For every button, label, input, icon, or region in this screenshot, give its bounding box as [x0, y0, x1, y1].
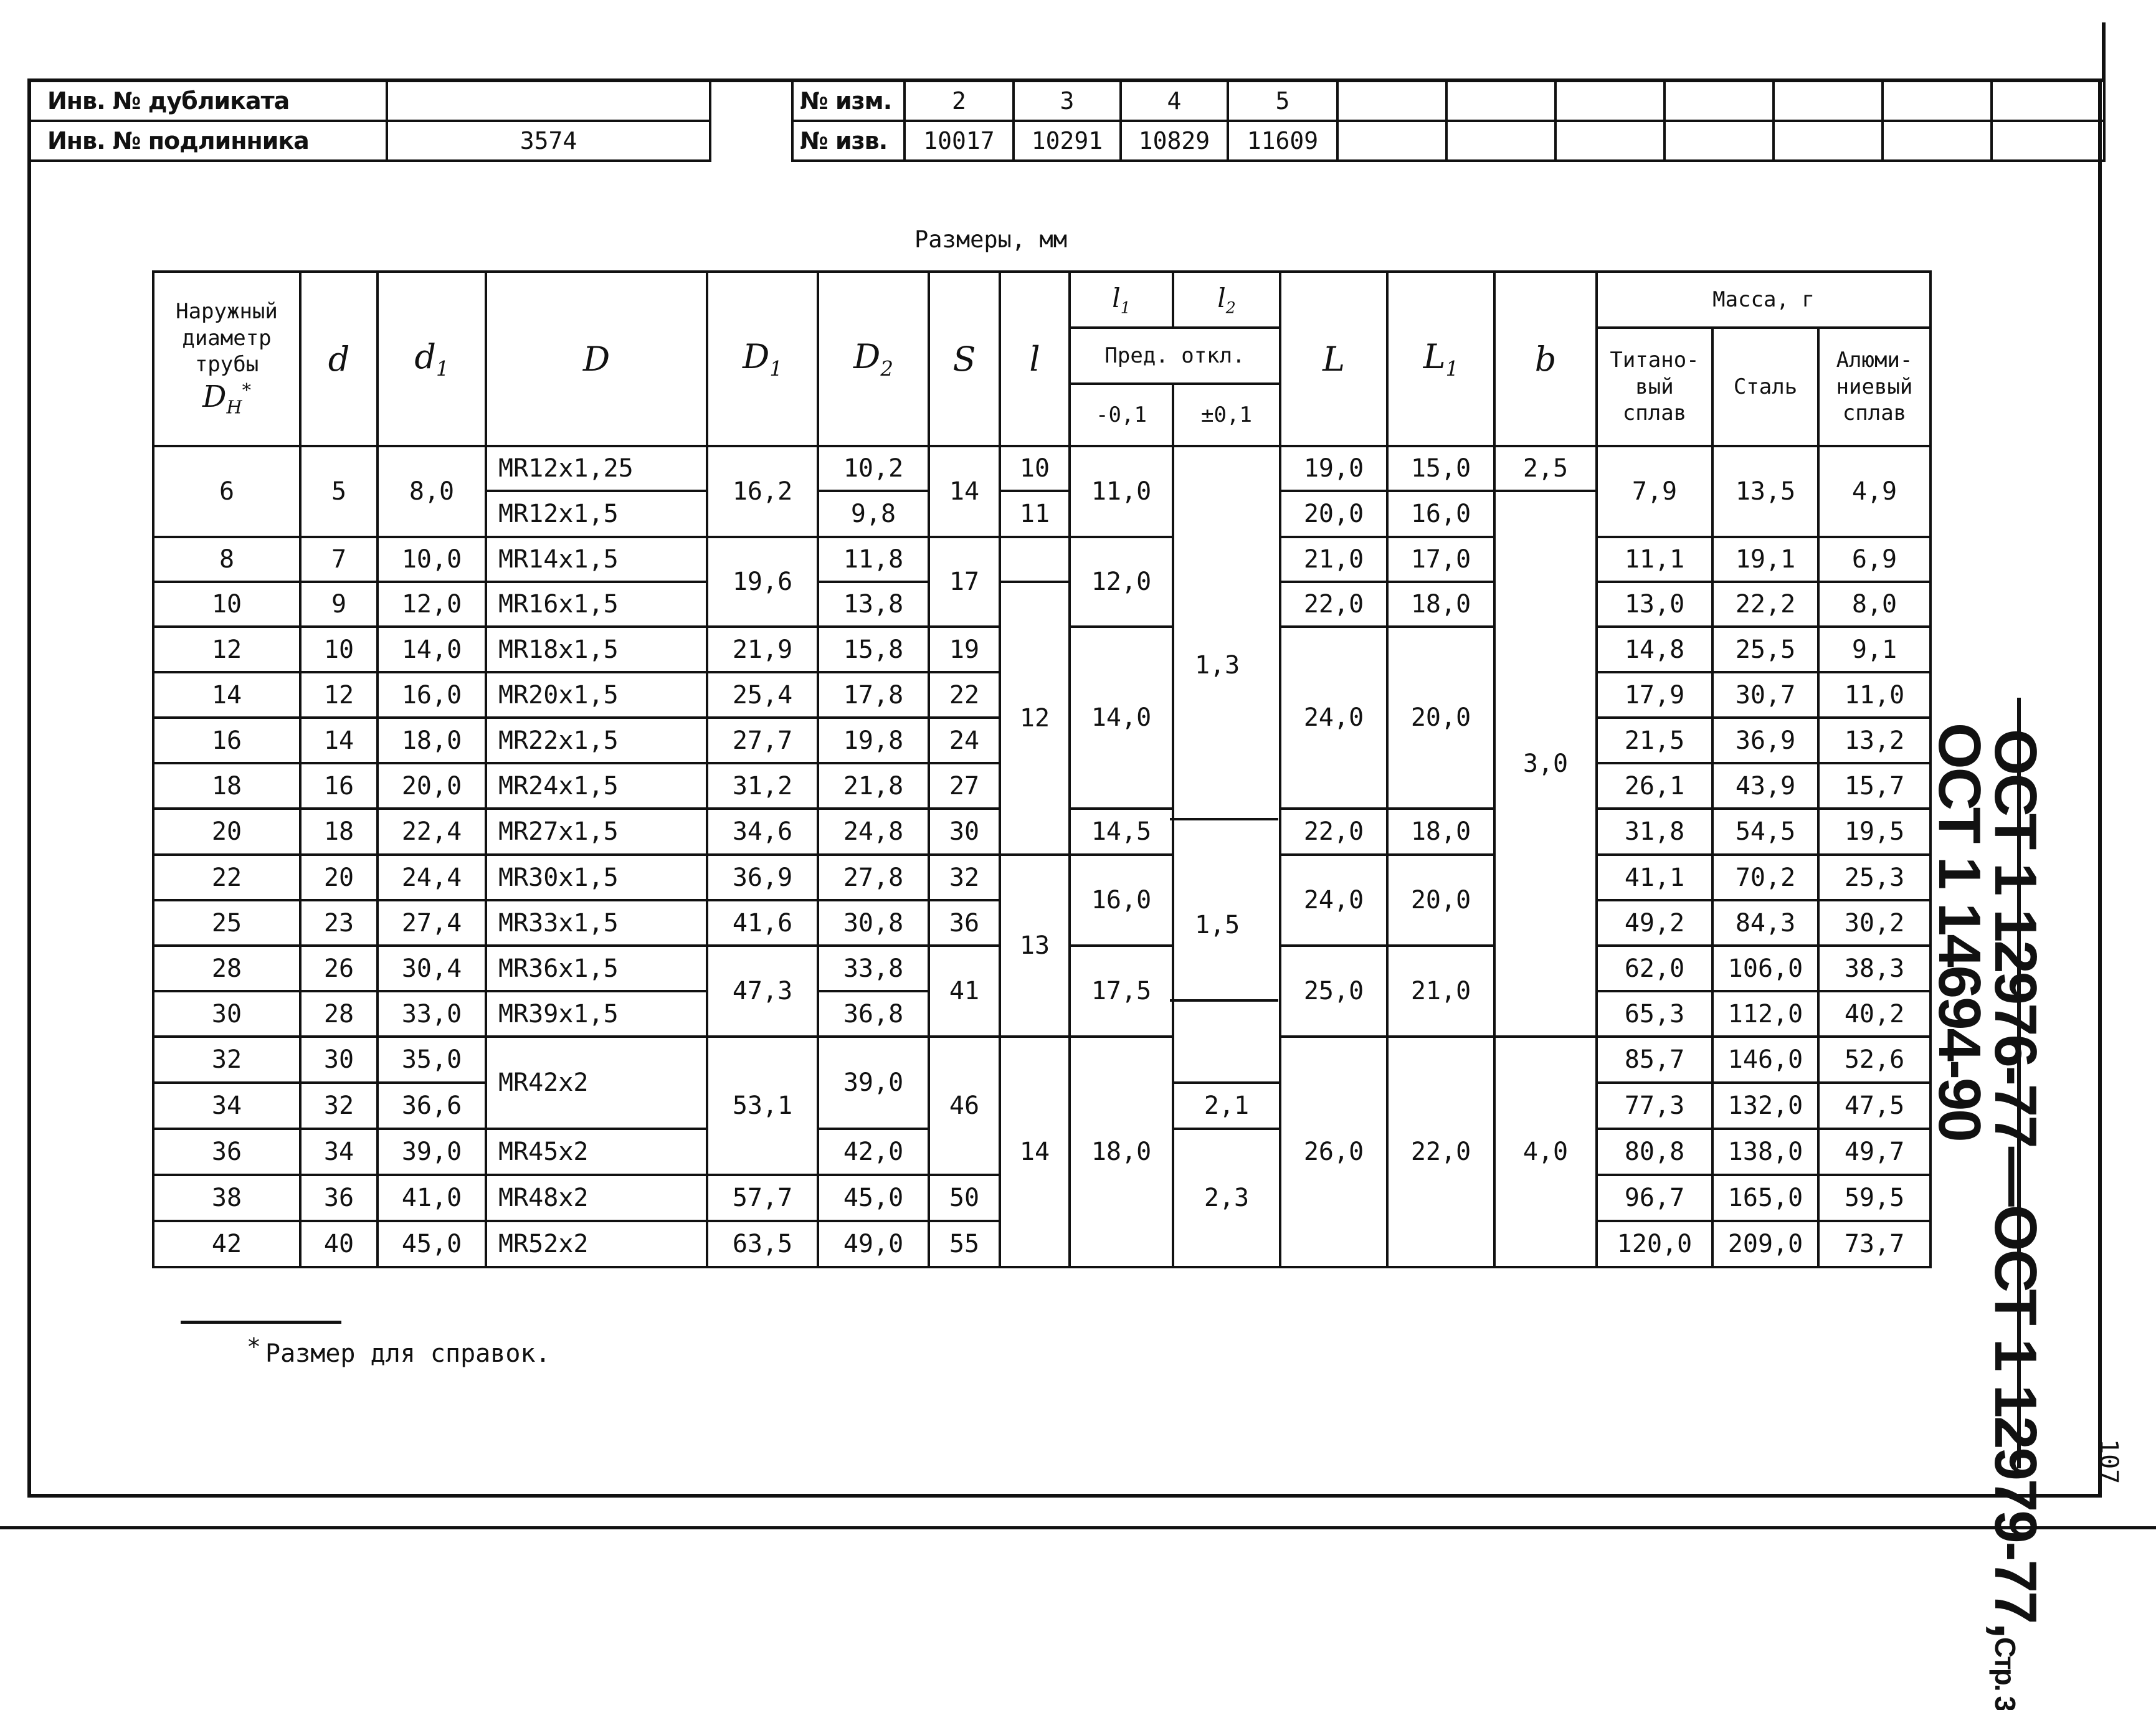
change-no-label: № изм.: [792, 81, 905, 121]
cell-d1: 45,0: [378, 1221, 486, 1267]
cell-S: 14: [929, 446, 1000, 537]
cell-L: 26,0: [1280, 1037, 1387, 1267]
cell-D2: 27,8: [818, 855, 929, 900]
cell-b: 2,5: [1494, 446, 1597, 491]
header-text: диаметр: [182, 325, 272, 351]
empty-cell: [1883, 81, 1992, 121]
cell-D2: 21,8: [818, 763, 929, 809]
cell-l1: 14,5: [1070, 809, 1173, 855]
cell-mass-st: 13,5: [1712, 446, 1818, 537]
cell-thread: MR39x1,5: [486, 991, 707, 1037]
symbol-sub: 1: [1120, 298, 1131, 317]
cell-mass-ti: 62,0: [1597, 946, 1712, 991]
change-no-cell: 3: [1014, 81, 1121, 121]
empty-cell: [1664, 81, 1774, 121]
cell-dn: 36: [153, 1129, 300, 1175]
header-text: сплав: [1622, 401, 1687, 426]
header-outer-diameter: [153, 272, 300, 446]
cell-d: 32: [300, 1083, 378, 1129]
cell-L: 24,0: [1280, 627, 1387, 809]
cell-dn: 20: [153, 809, 300, 855]
cell-D1: 57,7: [707, 1175, 818, 1221]
cell-b: 4,0: [1494, 1037, 1597, 1267]
cell-l1: 16,0: [1070, 855, 1173, 946]
table-caption: Размеры, мм: [914, 226, 1068, 253]
cell-d1: 36,6: [378, 1083, 486, 1129]
symbol: l: [1112, 282, 1121, 313]
l2-separator: [1170, 818, 1278, 820]
cell-d: 10: [300, 627, 378, 672]
notice-no-cell: 10291: [1014, 121, 1121, 161]
cell-thread: MR22x1,5: [486, 718, 707, 763]
cell-l: [1000, 537, 1070, 582]
symbol-sub: 1: [1445, 356, 1459, 381]
cell-L: 22,0: [1280, 809, 1387, 855]
cell-dn: 14: [153, 672, 300, 718]
cell-dn: 12: [153, 627, 300, 672]
orig-inventory-label: Инв. № подлинника: [29, 121, 387, 161]
cell-D2: 24,8: [818, 809, 929, 855]
cell-D1: 21,9: [707, 627, 818, 672]
cell-thread: MR48x2: [486, 1175, 707, 1221]
cell-mass-ti: 14,8: [1597, 627, 1712, 672]
footnote-text: Размер для справок.: [265, 1339, 551, 1368]
cell-d: 34: [300, 1129, 378, 1175]
cell-dn: 18: [153, 763, 300, 809]
cell-L: 25,0: [1280, 946, 1387, 1037]
l2-separator: [1170, 999, 1278, 1002]
symbol-star: *: [242, 379, 251, 401]
cell-S: 32: [929, 855, 1000, 900]
cell-L1: 18,0: [1387, 809, 1494, 855]
cell-d1: 24,4: [378, 855, 486, 900]
cell-d1: 35,0: [378, 1037, 486, 1083]
cell-D2: 15,8: [818, 627, 929, 672]
header-text: ниевый: [1836, 374, 1913, 399]
symbol: D: [202, 379, 227, 414]
symbol-sub: Н: [226, 396, 242, 418]
cell-thread: MR12x1,5: [486, 491, 707, 537]
cell-mass-st: 70,2: [1712, 855, 1818, 900]
cell-mass-st: 30,7: [1712, 672, 1818, 718]
dup-inventory-value: [387, 81, 710, 121]
symbol: L: [1423, 337, 1446, 377]
cell-D1: 19,6: [707, 537, 818, 627]
standard-code-secondary: ОСТ 1 14694-90: [1926, 723, 1993, 1141]
cell-mass-al: 30,2: [1818, 900, 1930, 946]
header-D: D: [486, 272, 707, 446]
cell-mass-ti: 80,8: [1597, 1129, 1712, 1175]
frame-edge: [2102, 22, 2106, 82]
cell-D1: 31,2: [707, 763, 818, 809]
cell-mass-al: 9,1: [1818, 627, 1930, 672]
cell-D2: 19,8: [818, 718, 929, 763]
cell-L1: 18,0: [1387, 582, 1494, 627]
sheet-bottom-line: [0, 1526, 2156, 1529]
cell-d1: 12,0: [378, 582, 486, 627]
cell-L1: 22,0: [1387, 1037, 1494, 1267]
cell-mass-ti: 120,0: [1597, 1221, 1712, 1267]
cell-thread: MR24x1,5: [486, 763, 707, 809]
header-mass-steel: Сталь: [1712, 328, 1818, 446]
header-text: вый: [1635, 374, 1674, 399]
cell-l: 10: [1000, 446, 1070, 491]
header-l1: [1070, 272, 1173, 328]
cell-S: 50: [929, 1175, 1000, 1221]
cell-dn: 42: [153, 1221, 300, 1267]
cell-D2: 9,8: [818, 491, 929, 537]
cell-mass-ti: 13,0: [1597, 582, 1712, 627]
cell-mass-st: 106,0: [1712, 946, 1818, 991]
cell-d: 9: [300, 582, 378, 627]
cell-mass-st: 43,9: [1712, 763, 1818, 809]
cell-mass-ti: 77,3: [1597, 1083, 1712, 1129]
cell-D1: 36,9: [707, 855, 818, 900]
empty-cell: [1337, 121, 1446, 161]
cell-d1: 30,4: [378, 946, 486, 991]
cell-mass-ti: 11,1: [1597, 537, 1712, 582]
cell-D2: 11,8: [818, 537, 929, 582]
empty-cell: [1446, 121, 1555, 161]
symbol-sub: 1: [769, 356, 782, 381]
header-text: Наружный: [176, 299, 278, 325]
cell-d1: 41,0: [378, 1175, 486, 1221]
cell-mass-al: 52,6: [1818, 1037, 1930, 1083]
dup-inventory-label: Инв. № дубликата: [29, 81, 387, 121]
cell-mass-st: 146,0: [1712, 1037, 1818, 1083]
header-S: S: [929, 272, 1000, 446]
cell-d: 5: [300, 446, 378, 537]
empty-cell: [1664, 121, 1774, 161]
cell-mass-al: 59,5: [1818, 1175, 1930, 1221]
cell-mass-al: 49,7: [1818, 1129, 1930, 1175]
cell-D2: 10,2: [818, 446, 929, 491]
cell-D1: 47,3: [707, 946, 818, 1037]
empty-cell: [1446, 81, 1555, 121]
header-L: L: [1280, 272, 1387, 446]
cell-mass-ti: 31,8: [1597, 809, 1712, 855]
cell-l1: 17,5: [1070, 946, 1173, 1037]
cell-mass-ti: 21,5: [1597, 718, 1712, 763]
symbol: d: [414, 337, 436, 377]
cell-thread: MR30x1,5: [486, 855, 707, 900]
footnote-star: *: [247, 1333, 261, 1361]
cell-L: 24,0: [1280, 855, 1387, 946]
cell-d: 18: [300, 809, 378, 855]
cell-d1: 16,0: [378, 672, 486, 718]
header-L1: [1387, 272, 1494, 446]
standard-code-text: ОСТ 1 12976-77—ОСТ 1 12979-77,: [1982, 729, 2049, 1638]
header-text: трубы: [194, 352, 259, 378]
cell-mass-st: 54,5: [1712, 809, 1818, 855]
change-log-table: [791, 80, 2106, 162]
cell-d: 20: [300, 855, 378, 900]
empty-cell: [1337, 81, 1446, 121]
cell-D2: 13,8: [818, 582, 929, 627]
header-mass-titanium: [1597, 328, 1712, 446]
cell-d: 7: [300, 537, 378, 582]
cell-D2: 49,0: [818, 1221, 929, 1267]
orig-inventory-value: 3574: [387, 121, 710, 161]
cell-S: 55: [929, 1221, 1000, 1267]
cell-D1: 16,2: [707, 446, 818, 537]
cell-d: 14: [300, 718, 378, 763]
cell-l: 13: [1000, 855, 1070, 1037]
page-number: 107: [2094, 1439, 2123, 1484]
symbol-sub: 2: [880, 356, 893, 381]
cell-mass-ti: 17,9: [1597, 672, 1712, 718]
cell-mass-al: 40,2: [1818, 991, 1930, 1037]
cell-D2: 17,8: [818, 672, 929, 718]
l2-value-1-5: 1,5: [1195, 911, 1240, 939]
cell-D2: 33,8: [818, 946, 929, 991]
cell-D1: 53,1: [707, 1037, 818, 1175]
cell-d1: 20,0: [378, 763, 486, 809]
inventory-table: [27, 80, 711, 162]
cell-l1: 18,0: [1070, 1037, 1173, 1267]
cell-L: 22,0: [1280, 582, 1387, 627]
cell-d1: 10,0: [378, 537, 486, 582]
cell-S: 22: [929, 672, 1000, 718]
cell-D2: 36,8: [818, 991, 929, 1037]
cell-thread: MR18x1,5: [486, 627, 707, 672]
cell-S: 46: [929, 1037, 1000, 1175]
cell-mass-st: 25,5: [1712, 627, 1818, 672]
cell-D1: 34,6: [707, 809, 818, 855]
notice-no-cell: 10017: [905, 121, 1014, 161]
cell-dn: 28: [153, 946, 300, 991]
empty-cell: [1555, 81, 1664, 121]
notice-no-cell: 10829: [1121, 121, 1228, 161]
cell-mass-al: 73,7: [1818, 1221, 1930, 1267]
cell-thread: MR27x1,5: [486, 809, 707, 855]
cell-D2: 42,0: [818, 1129, 929, 1175]
header-l2: [1173, 272, 1280, 328]
change-no-cell: 5: [1228, 81, 1337, 121]
cell-L1: 20,0: [1387, 627, 1494, 809]
cell-d1: 18,0: [378, 718, 486, 763]
header-D1: [707, 272, 818, 446]
cell-thread: MR36x1,5: [486, 946, 707, 991]
cell-d: 16: [300, 763, 378, 809]
change-no-cell: 2: [905, 81, 1014, 121]
header-D2: [818, 272, 929, 446]
header-b: b: [1494, 272, 1597, 446]
cell-dn: 25: [153, 900, 300, 946]
cell-mass-st: 22,2: [1712, 582, 1818, 627]
header-l: l: [1000, 272, 1070, 446]
cell-D1: 25,4: [707, 672, 818, 718]
cell-mass-ti: 41,1: [1597, 855, 1712, 900]
header-text: сплав: [1842, 401, 1907, 426]
cell-D1: 63,5: [707, 1221, 818, 1267]
empty-cell: [1555, 121, 1664, 161]
header-tol-l1: -0,1: [1070, 384, 1173, 446]
cell-d: 26: [300, 946, 378, 991]
cell-L: 19,0: [1280, 446, 1387, 491]
cell-dn: 10: [153, 582, 300, 627]
change-no-cell: 4: [1121, 81, 1228, 121]
cell-thread: MR42x2: [486, 1037, 707, 1129]
cell-mass-al: 15,7: [1818, 763, 1930, 809]
cell-L: 20,0: [1280, 491, 1387, 537]
cell-D2: 39,0: [818, 1037, 929, 1129]
cell-mass-st: 112,0: [1712, 991, 1818, 1037]
cell-l1: 12,0: [1070, 537, 1173, 627]
cell-S: 19: [929, 627, 1000, 672]
cell-l2: 2,3: [1173, 1129, 1280, 1267]
header-tol-l2: ±0,1: [1173, 384, 1280, 446]
cell-L: 21,0: [1280, 537, 1387, 582]
empty-cell: [1992, 81, 2104, 121]
cell-thread: MR16x1,5: [486, 582, 707, 627]
cell-S: 27: [929, 763, 1000, 809]
symbol: D: [743, 337, 770, 377]
cell-dn: 6: [153, 446, 300, 537]
l2-value-1-3: 1,3: [1195, 651, 1240, 680]
cell-mass-st: 36,9: [1712, 718, 1818, 763]
footnote-rule: [181, 1321, 341, 1324]
cell-dn: 16: [153, 718, 300, 763]
cell-d: 23: [300, 900, 378, 946]
cell-mass-al: 6,9: [1818, 537, 1930, 582]
cell-S: 41: [929, 946, 1000, 1037]
cell-d: 12: [300, 672, 378, 718]
cell-thread: MR33x1,5: [486, 900, 707, 946]
empty-cell: [1992, 121, 2104, 161]
cell-mass-ti: 49,2: [1597, 900, 1712, 946]
header-d1: [378, 272, 486, 446]
cell-dn: 32: [153, 1037, 300, 1083]
cell-mass-al: 25,3: [1818, 855, 1930, 900]
cell-D2: 45,0: [818, 1175, 929, 1221]
cell-L1: 17,0: [1387, 537, 1494, 582]
cell-thread: MR45x2: [486, 1129, 707, 1175]
cell-d: 40: [300, 1221, 378, 1267]
cell-d1: 39,0: [378, 1129, 486, 1175]
cell-mass-al: 19,5: [1818, 809, 1930, 855]
cell-L1: 15,0: [1387, 446, 1494, 491]
cell-mass-ti: 65,3: [1597, 991, 1712, 1037]
cell-l: 12: [1000, 582, 1070, 855]
empty-cell: [1774, 121, 1883, 161]
cell-d1: 27,4: [378, 900, 486, 946]
cell-mass-st: 19,1: [1712, 537, 1818, 582]
cell-mass-ti: 85,7: [1597, 1037, 1712, 1083]
cell-mass-st: 165,0: [1712, 1175, 1818, 1221]
symbol-sub: 1: [435, 356, 449, 381]
cell-d1: 22,4: [378, 809, 486, 855]
cell-dn: 8: [153, 537, 300, 582]
cell-mass-al: 13,2: [1818, 718, 1930, 763]
cell-L1: 20,0: [1387, 855, 1494, 946]
empty-cell: [1883, 121, 1992, 161]
notice-no-label: № изв.: [792, 121, 905, 161]
cell-b: 3,0: [1494, 491, 1597, 1037]
symbol-sub: 2: [1225, 298, 1236, 317]
header-symbol: [154, 378, 299, 419]
cell-S: 24: [929, 718, 1000, 763]
cell-l2: 2,1: [1173, 1083, 1280, 1129]
empty-cell: [1774, 81, 1883, 121]
notice-no-cell: 11609: [1228, 121, 1337, 161]
cell-dn: 34: [153, 1083, 300, 1129]
cell-l: 11: [1000, 491, 1070, 537]
cell-mass-al: 38,3: [1818, 946, 1930, 991]
cell-mass-al: 47,5: [1818, 1083, 1930, 1129]
cell-D2: 30,8: [818, 900, 929, 946]
cell-d: 36: [300, 1175, 378, 1221]
cell-dn: 30: [153, 991, 300, 1037]
cell-mass-ti: 26,1: [1597, 763, 1712, 809]
cell-D1: 27,7: [707, 718, 818, 763]
cell-l1: 14,0: [1070, 627, 1173, 809]
cell-thread: MR52x2: [486, 1221, 707, 1267]
header-mass-aluminium: [1818, 328, 1930, 446]
cell-l2-blank-top: [1173, 446, 1280, 1083]
cell-mass-ti: 7,9: [1597, 446, 1712, 537]
cell-mass-st: 209,0: [1712, 1221, 1818, 1267]
cell-l: 14: [1000, 1037, 1070, 1267]
header-d: d: [300, 272, 378, 446]
cell-L1: 21,0: [1387, 946, 1494, 1037]
cell-l1: 11,0: [1070, 446, 1173, 537]
cell-D1: 41,6: [707, 900, 818, 946]
symbol: l: [1217, 282, 1226, 313]
header-tolerance: Пред. откл.: [1070, 328, 1280, 384]
cell-mass-al: 8,0: [1818, 582, 1930, 627]
header-mass: Масса, г: [1597, 272, 1930, 328]
cell-d: 30: [300, 1037, 378, 1083]
cell-L1: 16,0: [1387, 491, 1494, 537]
cell-d1: 33,0: [378, 991, 486, 1037]
cell-d1: 8,0: [378, 446, 486, 537]
cell-S: 30: [929, 809, 1000, 855]
cell-mass-al: 11,0: [1818, 672, 1930, 718]
cell-mass-st: 84,3: [1712, 900, 1818, 946]
cell-d: 28: [300, 991, 378, 1037]
cell-dn: 22: [153, 855, 300, 900]
cell-thread: MR20x1,5: [486, 672, 707, 718]
header-text: Алюми-: [1836, 348, 1913, 373]
cell-thread: MR12x1,25: [486, 446, 707, 491]
cell-mass-al: 4,9: [1818, 446, 1930, 537]
cell-dn: 38: [153, 1175, 300, 1221]
cell-mass-st: 132,0: [1712, 1083, 1818, 1129]
dimensions-table: [152, 270, 1932, 1268]
page-ref: Стр. 3: [1989, 1637, 2021, 1710]
cell-S: 36: [929, 900, 1000, 946]
cell-thread: MR14x1,5: [486, 537, 707, 582]
header-text: Титано-: [1610, 348, 1699, 373]
cell-S: 17: [929, 537, 1000, 627]
cell-d1: 14,0: [378, 627, 486, 672]
symbol: D: [853, 337, 881, 377]
cell-mass-ti: 96,7: [1597, 1175, 1712, 1221]
cell-mass-st: 138,0: [1712, 1129, 1818, 1175]
